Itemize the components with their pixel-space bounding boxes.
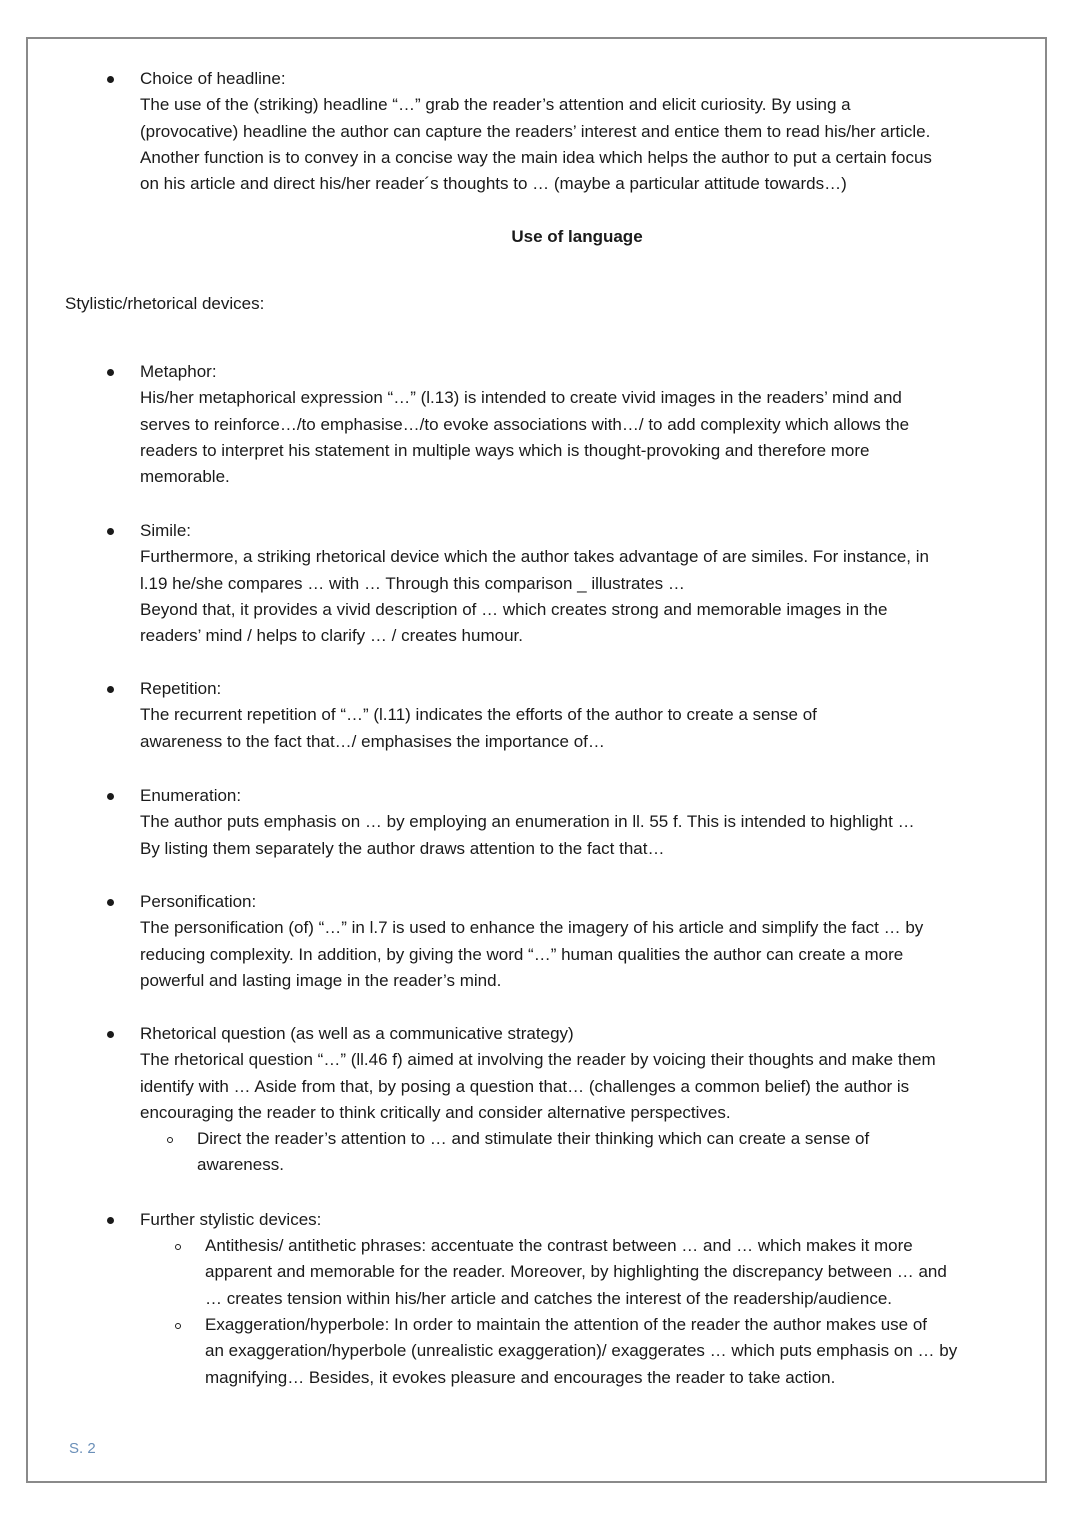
sub-line: awareness. bbox=[197, 1155, 284, 1175]
bullet-icon bbox=[107, 1217, 114, 1224]
bullet-icon bbox=[107, 369, 114, 376]
devices-label: Stylistic/rhetorical devices: bbox=[65, 294, 265, 313]
headline-section bbox=[140, 66, 932, 197]
sub-line: Direct the reader’s attention to … and stimulate their thinking which can create a sense of bbox=[197, 1129, 870, 1148]
device-line: Furthermore, a striking rhetorical device which the author takes advantage of are similes. For instance, in bbox=[140, 547, 929, 567]
bullet-icon bbox=[107, 76, 114, 83]
device-metaphor bbox=[140, 359, 909, 490]
device-rhetorical-question bbox=[140, 1021, 936, 1126]
device-title: Metaphor: bbox=[140, 362, 217, 381]
device-title: Repetition: bbox=[140, 679, 222, 698]
device-line: readers to interpret his statement in multiple ways which is thought-provoking and therefore more bbox=[140, 440, 870, 460]
device-line: serves to reinforce…/to emphasise…/to evoke associations with…/ to add complexity which allows the bbox=[140, 414, 910, 434]
bullet-icon bbox=[107, 528, 114, 535]
sub-bullet-icon bbox=[175, 1244, 181, 1250]
headline-line: (provocative) headline the author can capture the readers’ interest and entice them to read his/her article. bbox=[140, 121, 931, 141]
sub-line: Exaggeration/hyperbole: In order to maintain the attention of the reader the author makes use of bbox=[205, 1315, 928, 1334]
device-repetition bbox=[140, 676, 817, 755]
device-personification bbox=[140, 889, 923, 994]
headline-line: The use of the (striking) headline “…” grab the reader’s attention and elicit curiosity. By using a bbox=[140, 95, 851, 115]
device-line: l.19 he/she compares … with … Through this comparison _ illustrates … bbox=[140, 573, 685, 593]
page-number: S. 2 bbox=[69, 1440, 96, 1457]
sub-line: … creates tension within his/her article and catches the interest of the readership/audience. bbox=[205, 1288, 892, 1308]
device-enumeration bbox=[140, 783, 915, 862]
device-line: The recurrent repetition of “…” (l.11) indicates the efforts of the author to create a sense of bbox=[140, 705, 817, 725]
device-line: His/her metaphorical expression “…” (l.13) is intended to create vivid images in the readers’ mind and bbox=[140, 388, 902, 408]
device-line: powerful and lasting image in the reader’s mind. bbox=[140, 970, 502, 990]
device-further bbox=[140, 1207, 321, 1233]
device-line: Beyond that, it provides a vivid description of … which creates strong and memorable images in the bbox=[140, 599, 888, 619]
headline-title: Choice of headline: bbox=[140, 69, 286, 88]
headline-line: Another function is to convey in a concise way the main idea which helps the author to put a certain focus bbox=[140, 147, 932, 167]
bullet-icon bbox=[107, 1031, 114, 1038]
device-simile bbox=[140, 518, 929, 649]
device-line: The author puts emphasis on … by employing an enumeration in ll. 55 f. This is intended to highlight … bbox=[140, 812, 915, 832]
headline-line: on his article and direct his/her reader´s thoughts to … (maybe a particular attitude towards…) bbox=[140, 174, 847, 194]
device-title: Further stylistic devices: bbox=[140, 1210, 322, 1229]
device-line: identify with … Aside from that, by posing a question that… (challenges a common belief) the author is bbox=[140, 1076, 910, 1096]
device-line: The rhetorical question “…” (ll.46 f) aimed at involving the reader by voicing their thoughts and make them bbox=[140, 1050, 936, 1070]
sub-line: Antithesis/ antithetic phrases: accentuate the contrast between … and … which makes it more bbox=[205, 1236, 913, 1255]
bullet-icon bbox=[107, 793, 114, 800]
sub-bullet-icon bbox=[167, 1137, 173, 1143]
sub-line: apparent and memorable for the reader. Moreover, by highlighting the discrepancy between … and bbox=[205, 1262, 947, 1282]
device-line: memorable. bbox=[140, 467, 230, 487]
device-line: The personification (of) “…” in l.7 is used to enhance the imagery of his article and simplify the fact … by bbox=[140, 918, 924, 938]
device-sub-item bbox=[205, 1233, 947, 1312]
device-sub-item bbox=[205, 1312, 957, 1391]
device-line: awareness to the fact that…/ emphasises the importance of… bbox=[140, 731, 605, 751]
device-line: reducing complexity. In addition, by giving the word “…” human qualities the author can create a more bbox=[140, 944, 904, 964]
device-title: Rhetorical question (as well as a communicative strategy) bbox=[140, 1024, 574, 1043]
section-heading: Use of language bbox=[511, 227, 643, 246]
device-line: By listing them separately the author draws attention to the fact that… bbox=[140, 838, 665, 858]
sub-line: magnifying… Besides, it evokes pleasure and encourages the reader to take action. bbox=[205, 1367, 836, 1387]
bullet-icon bbox=[107, 686, 114, 693]
device-line: readers’ mind / helps to clarify … / creates humour. bbox=[140, 626, 523, 646]
device-sub-item bbox=[197, 1126, 869, 1179]
device-title: Simile: bbox=[140, 521, 192, 540]
device-line: encouraging the reader to think critically and consider alternative perspectives. bbox=[140, 1102, 731, 1122]
sub-bullet-icon bbox=[175, 1323, 181, 1329]
bullet-icon bbox=[107, 899, 114, 906]
device-title: Personification: bbox=[140, 892, 257, 911]
device-title: Enumeration: bbox=[140, 786, 242, 805]
sub-line: an exaggeration/hyperbole (unrealistic exaggeration)/ exaggerates … which puts emphasis on … by bbox=[205, 1341, 958, 1361]
